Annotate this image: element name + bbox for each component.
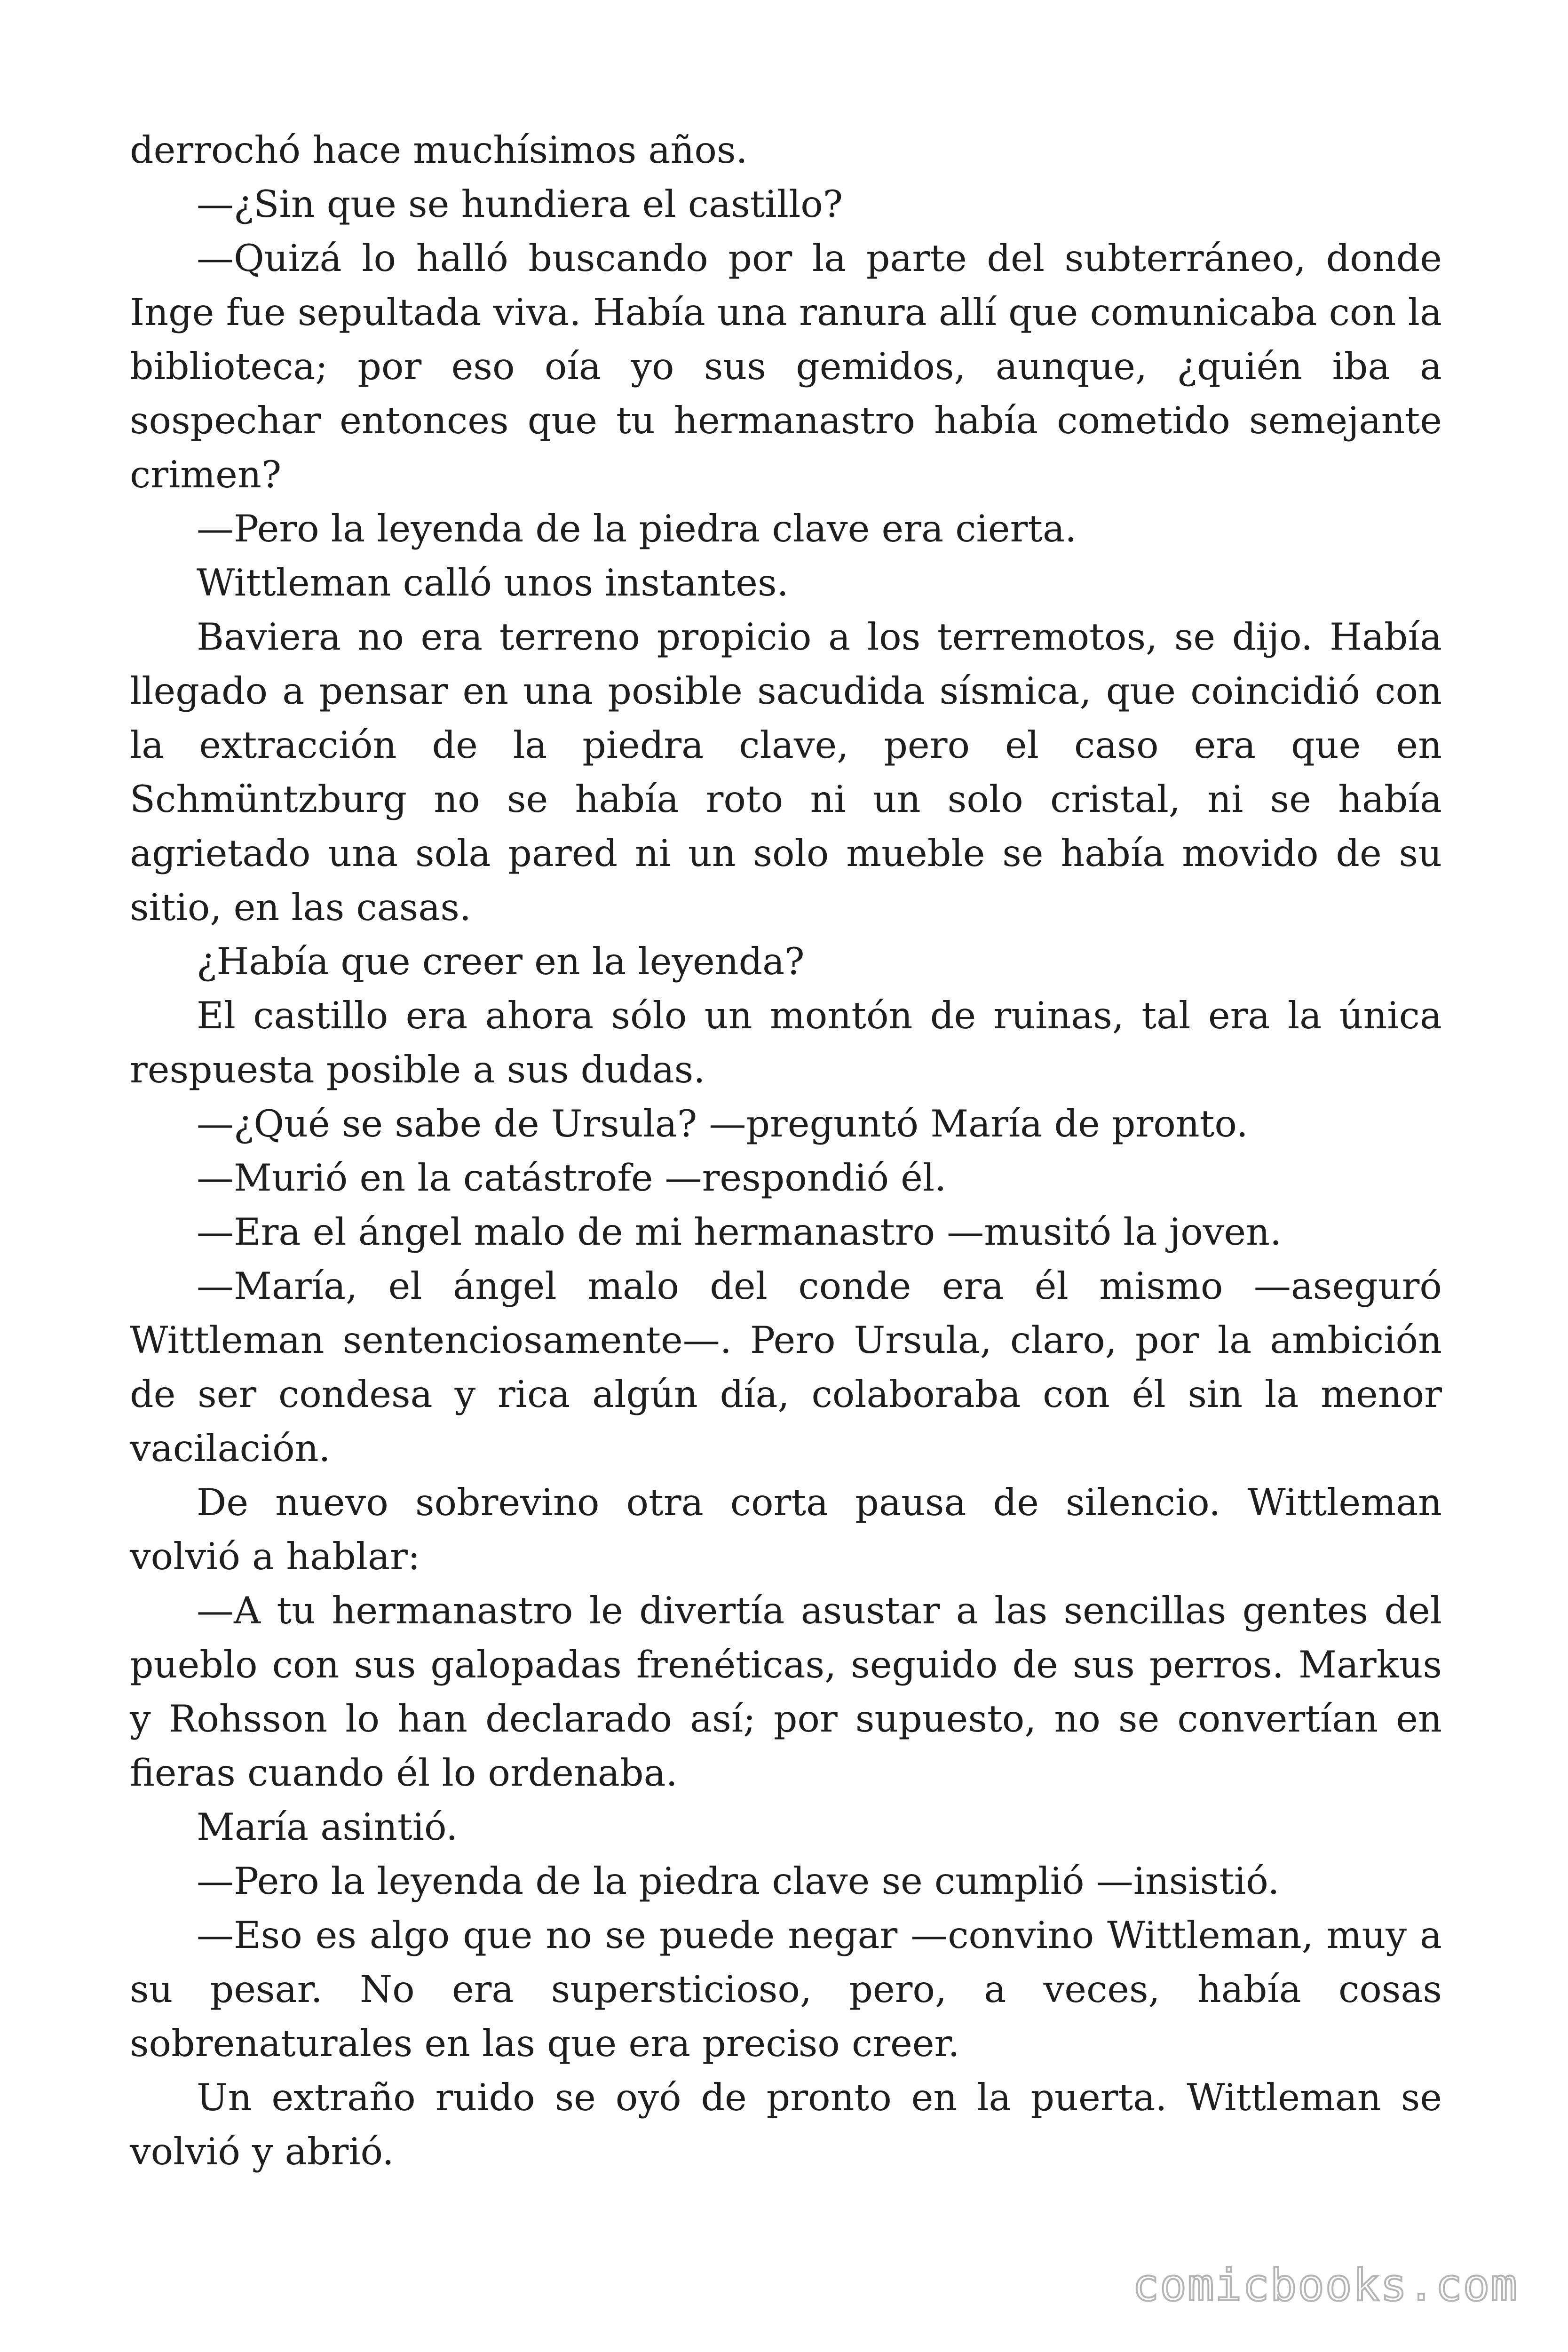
- watermark: comicbooks.com: [1132, 2260, 1518, 2311]
- body-text: [130, 123, 1442, 2179]
- paragraph-8: El castillo era ahora sólo un montón de ruinas, tal era la única respuesta posible a sus dudas.: [130, 994, 1442, 1091]
- paragraph-10: —Murió en la catástrofe —respondió él.: [197, 1156, 947, 1200]
- paragraph-14: —A tu hermanastro le divertía asustar a las sencillas gentes del pueblo con sus galopadas frenéticas, seguido de sus perros. Markus y Rohsson lo han declarado así; por supuesto, no se convertían en fieras cuando él lo ordenaba.: [130, 1589, 1442, 1795]
- paragraph-16: —Pero la leyenda de la piedra clave se cumplió —insistió.: [197, 1859, 1280, 1903]
- paragraph-18: Un extraño ruido se oyó de pronto en la puerta. Wittleman se volvió y abrió.: [130, 2076, 1442, 2173]
- paragraph-9: —¿Qué se sabe de Ursula? —preguntó María de pronto.: [197, 1102, 1248, 1145]
- paragraph-4: —Pero la leyenda de la piedra clave era cierta.: [197, 507, 1077, 550]
- paragraph-17: —Eso es algo que no se puede negar —convino Wittleman, muy a su pesar. No era supersticioso, pero, a veces, había cosas sobrenaturales en las que era preciso creer.: [130, 1914, 1442, 2065]
- paragraph-13: De nuevo sobrevino otra corta pausa de silencio. Wittleman volvió a hablar:: [130, 1481, 1442, 1578]
- paragraph-2: —¿Sin que se hundiera el castillo?: [197, 183, 843, 226]
- paragraph-11: —Era el ángel malo de mi hermanastro —musitó la joven.: [197, 1210, 1282, 1254]
- paragraph-12: —María, el ángel malo del conde era él mismo —aseguró Wittleman sentenciosamente—. Pero Ursula, claro, por la ambición de ser condesa y rica algún día, colaboraba con él sin la menor vacilación.: [130, 1264, 1442, 1470]
- paragraph-7: ¿Había que creer en la leyenda?: [197, 940, 805, 983]
- paragraph-6: Baviera no era terreno propicio a los terremotos, se dijo. Había llegado a pensar en una posible sacudida sísmica, que coincidió con la extracción de la piedra clave, pero el caso era que en Schmüntzburg no se había roto ni un solo cristal, ni se había agrietado una sola pared ni un solo mueble se había movido de su sitio, en las casas.: [130, 615, 1442, 929]
- paragraph-3: —Quizá lo halló buscando por la parte del subterráneo, donde Inge fue sepultada viva. Había una ranura allí que comunicaba con la biblioteca; por eso oía yo sus gemidos, aunque, ¿quién iba a sospechar entonces que tu hermanastro había cometido semejante crimen?: [130, 237, 1442, 496]
- paragraph-1: derrochó hace muchísimos años.: [130, 128, 748, 172]
- paragraph-5: Wittleman calló unos instantes.: [197, 561, 789, 604]
- paragraph-15: María asintió.: [197, 1805, 458, 1849]
